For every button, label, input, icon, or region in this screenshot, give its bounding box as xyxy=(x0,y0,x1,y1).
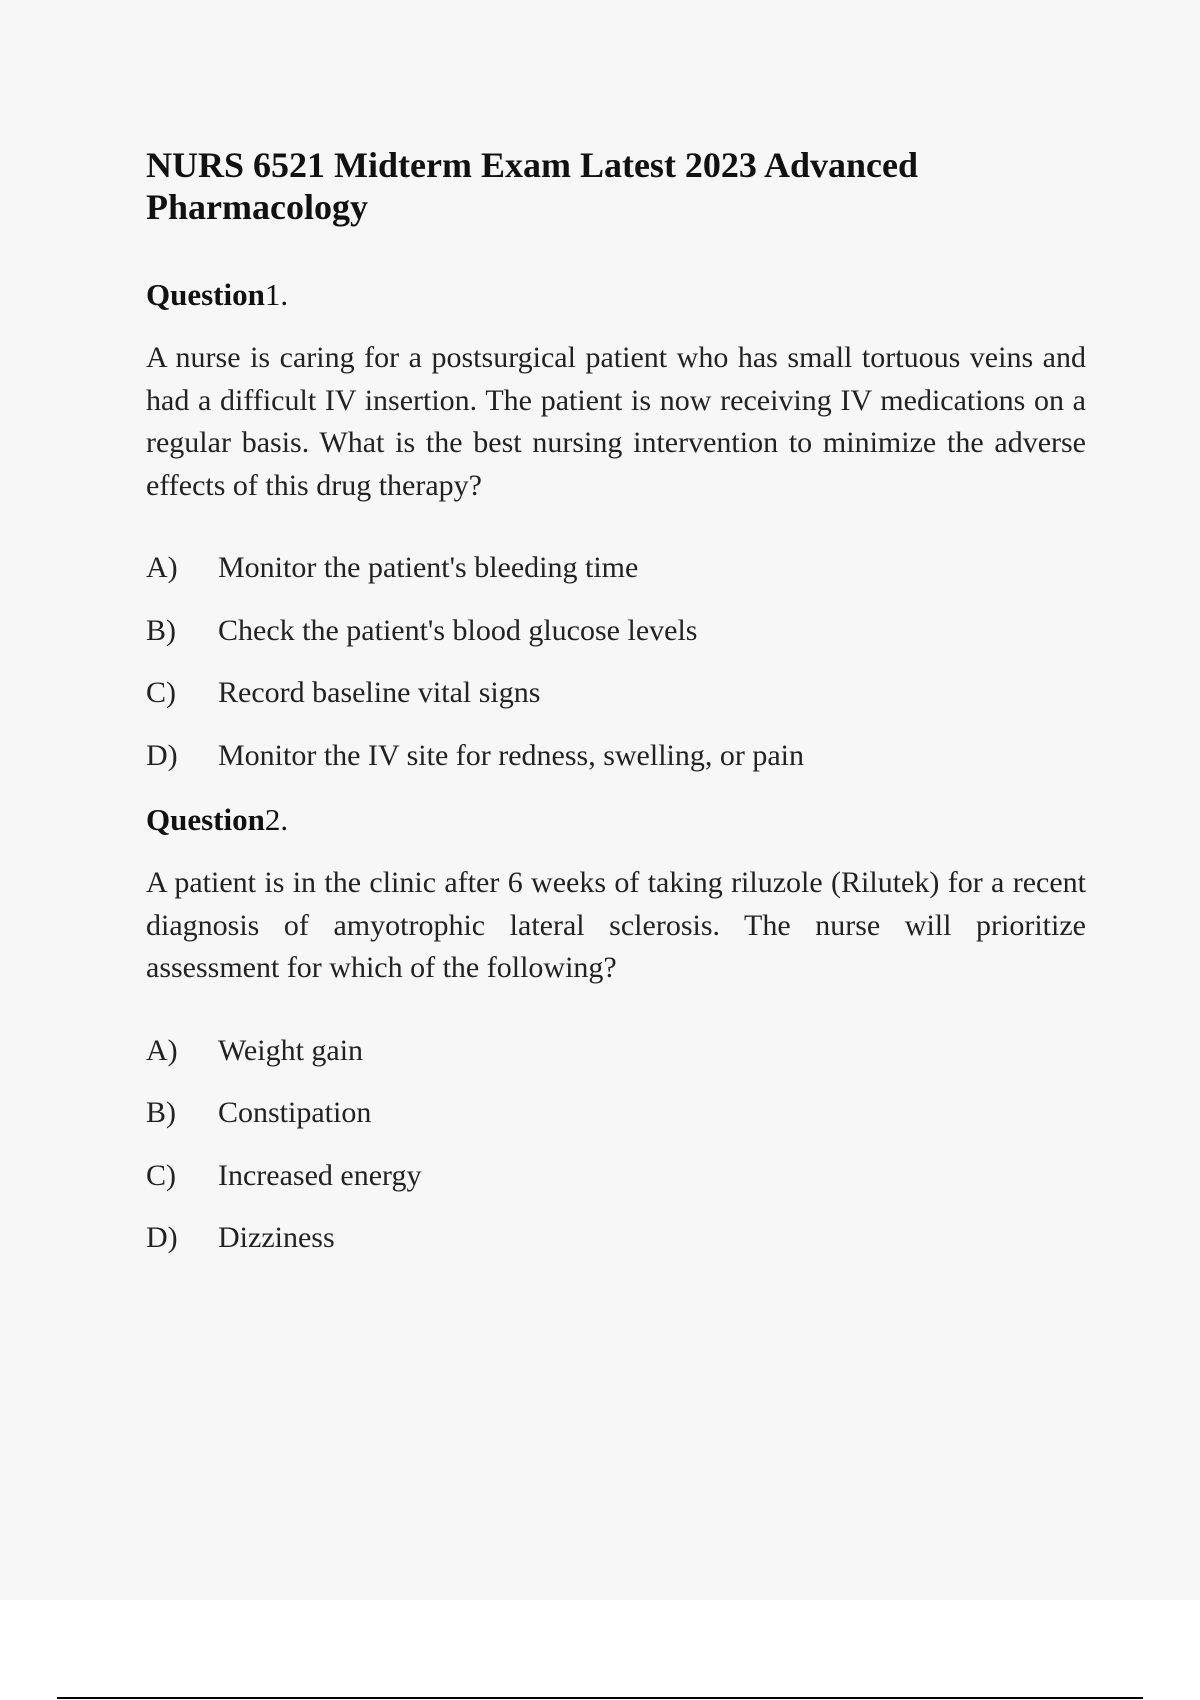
question-label: Question xyxy=(146,802,265,837)
question-heading xyxy=(146,802,1086,838)
question-number: 1. xyxy=(264,277,289,312)
answer-option-a[interactable] xyxy=(146,537,1086,600)
option-text: Constipation xyxy=(218,1096,372,1130)
option-text: Monitor the IV site for redness, swelling, or pain xyxy=(218,738,805,772)
option-letter: B) xyxy=(146,613,176,647)
option-letter: A) xyxy=(146,1033,178,1067)
option-text: Monitor the patient's bleeding time xyxy=(218,551,639,584)
answer-option-b[interactable] xyxy=(146,1082,1086,1145)
question-1 xyxy=(146,277,1086,803)
question-text: A patient is in the clinic after 6 weeks of taking riluzole (Rilutek) for a recent diagnosis of amyotrophic lateral sclerosis. The nurse will prioritize assessment for which of the following? xyxy=(146,866,1086,984)
question-label: Question xyxy=(146,277,265,312)
option-letter: B) xyxy=(146,1096,176,1130)
option-letter: C) xyxy=(146,1158,176,1192)
answer-option-d[interactable] xyxy=(146,1207,1086,1270)
answer-option-b[interactable] xyxy=(146,600,1086,663)
option-letter: A) xyxy=(146,551,178,584)
answer-option-d[interactable] xyxy=(146,725,1086,788)
answer-option-c[interactable] xyxy=(146,1145,1086,1208)
question-heading xyxy=(146,277,1086,313)
option-text: Check the patient's blood glucose levels xyxy=(218,613,698,647)
answer-option-a[interactable] xyxy=(146,1020,1086,1083)
option-letter: D) xyxy=(146,1221,178,1255)
option-text: Record baseline vital signs xyxy=(218,676,541,710)
option-text: Dizziness xyxy=(218,1221,335,1255)
document-title: NURS 6521 Midterm Exam Latest 2023 Advanced Pharmacology xyxy=(146,145,918,227)
question-text: A nurse is caring for a postsurgical patient who has small tortuous veins and had a difficult IV insertion. The patient is now receiving IV medications on a regular basis. What is the best nursing intervention to minimize the adverse effects of this drug therapy? xyxy=(146,341,1086,502)
question-2 xyxy=(146,802,1086,1286)
option-text: Increased energy xyxy=(218,1158,422,1192)
option-letter: C) xyxy=(146,676,176,710)
document-content xyxy=(146,144,1086,1255)
footer-divider xyxy=(57,1697,1143,1699)
option-text: Weight gain xyxy=(218,1033,364,1067)
answer-options xyxy=(146,537,1086,787)
answer-options xyxy=(146,1020,1086,1270)
option-letter: D) xyxy=(146,738,178,772)
question-number: 2. xyxy=(264,802,289,837)
answer-option-c[interactable] xyxy=(146,662,1086,725)
